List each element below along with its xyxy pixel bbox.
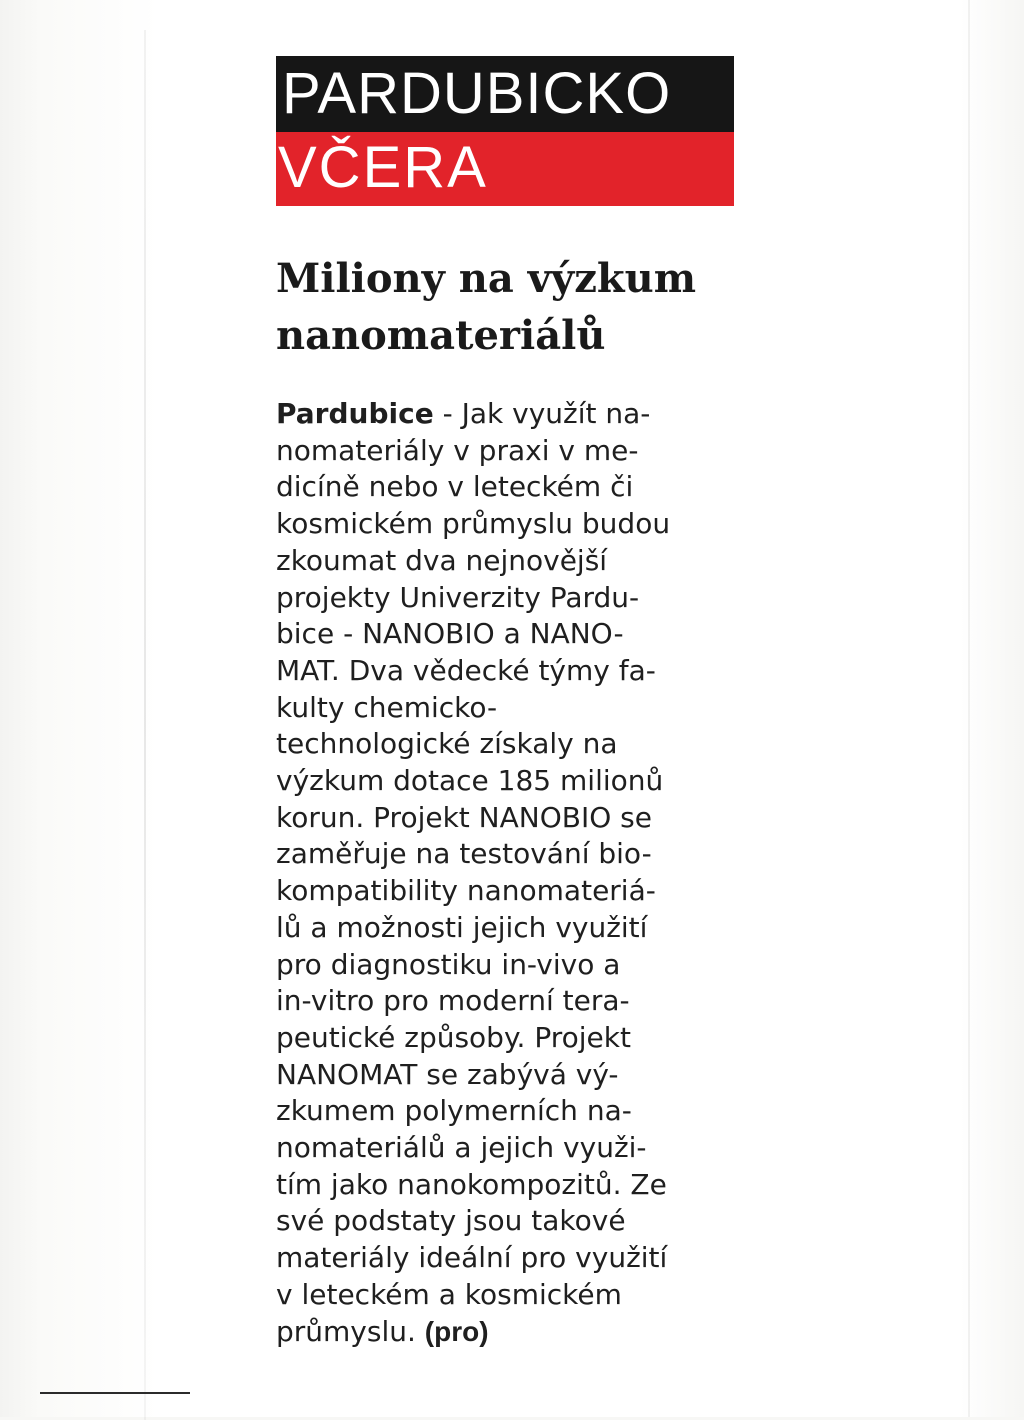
article-line: tím jako nanokompozitů. Ze bbox=[276, 1167, 667, 1201]
article-line: NANOMAT se zabývá vý- bbox=[276, 1057, 619, 1091]
article-line: kompatibility nanomateriá- bbox=[276, 874, 656, 908]
dateline: Pardubice bbox=[276, 397, 434, 430]
article-line bbox=[276, 1314, 756, 1351]
article-line: bice - NANOBIO a NANO- bbox=[276, 617, 624, 651]
article-line: pro diagnostiku in-vivo a bbox=[276, 947, 621, 981]
article-line: zkumem polymerních na- bbox=[276, 1094, 632, 1128]
article-line: nomateriálů a jejich využi- bbox=[276, 1131, 647, 1165]
article-line: korun. Projekt NANOBIO se bbox=[276, 800, 652, 834]
article-line: materiály ideální pro využití bbox=[276, 1241, 668, 1275]
article-line: peutické způsoby. Projekt bbox=[276, 1020, 631, 1054]
article-line bbox=[276, 396, 756, 433]
article-line: kosmickém průmyslu budou bbox=[276, 507, 671, 541]
headline-line: Miliony na výzkum bbox=[276, 255, 697, 302]
article-line: dicíně nebo v leteckém či bbox=[276, 470, 634, 504]
bottom-rule bbox=[40, 1392, 190, 1394]
article-line: kulty chemicko- bbox=[276, 690, 498, 724]
article-line: v leteckém a kosmickém bbox=[276, 1277, 622, 1311]
article-line: projekty Univerzity Pardu- bbox=[276, 580, 640, 614]
headline-line: nanomateriálů bbox=[276, 312, 606, 359]
page-fold-shadow bbox=[144, 30, 146, 1420]
article-text: průmyslu. bbox=[276, 1314, 425, 1348]
article-line: výzkum dotace 185 milionů bbox=[276, 764, 664, 798]
page-edge bbox=[968, 0, 970, 1417]
kicker-region: PARDUBICKO bbox=[276, 56, 734, 132]
article-text: - Jak využít na- bbox=[433, 397, 651, 430]
author-byline: (pro) bbox=[424, 1315, 489, 1347]
article-headline bbox=[276, 250, 756, 364]
article-line: technologické získaly na bbox=[276, 727, 618, 761]
article-line: své podstaty jsou takové bbox=[276, 1204, 626, 1238]
article-line: MAT. Dva vědecké týmy fa- bbox=[276, 653, 656, 687]
article-line: nomateriály v praxi v me- bbox=[276, 433, 639, 467]
article-line: lů a možnosti jejich využití bbox=[276, 910, 648, 944]
section-kicker bbox=[276, 56, 734, 206]
article-line: zaměřuje na testování bio- bbox=[276, 837, 652, 871]
article-body bbox=[276, 396, 756, 1350]
kicker-day: VČERA bbox=[276, 132, 734, 206]
article-line: in-vitro pro moderní tera- bbox=[276, 984, 630, 1018]
article-line: zkoumat dva nejnovější bbox=[276, 543, 608, 577]
